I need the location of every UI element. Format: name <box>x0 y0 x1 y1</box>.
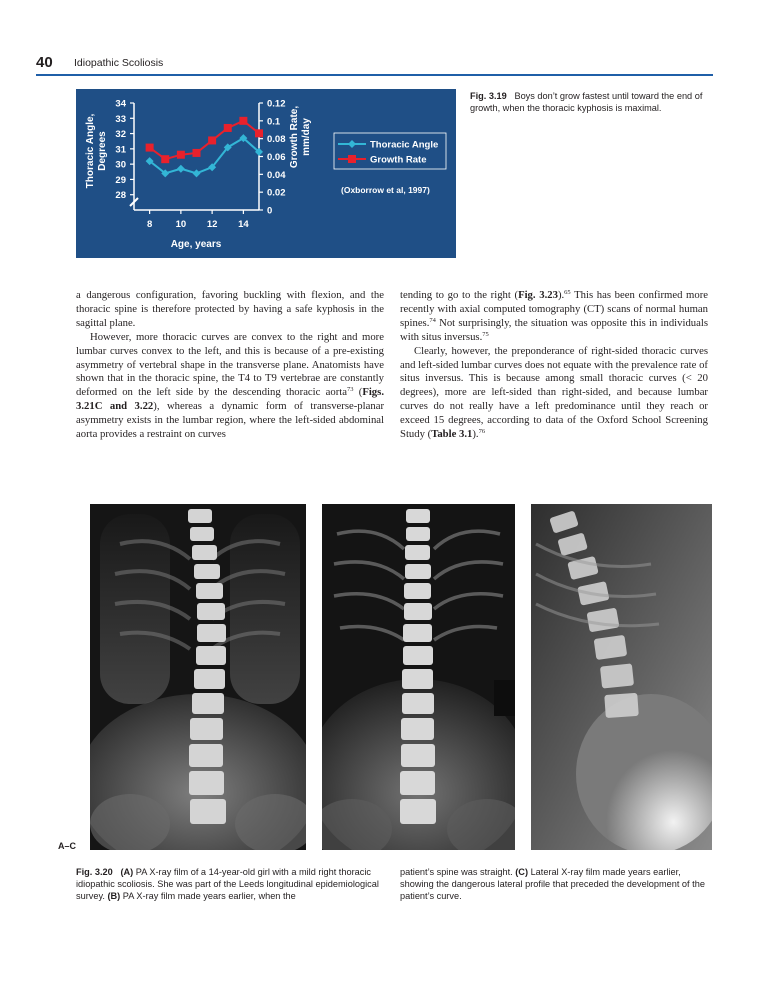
reference: 75 <box>482 330 489 338</box>
y-tick-label-right: 0.06 <box>267 152 286 163</box>
y-tick-label-right: 0.02 <box>267 187 286 199</box>
y-tick-label-right: 0.08 <box>267 134 286 146</box>
paragraph: tending to go to the right (Fig. 3.23).$^{65}$ This has been confirmed more recently with axial computed tomography (CT) scans of normal human spines.$^{74}$ Not surprisingly, the situation was opposite this in individuals with situs inversus.$^{75}$ <box>400 289 709 343</box>
data-point-thoracic-angle <box>177 165 185 173</box>
data-point-growth-rate <box>255 129 263 137</box>
y-tick-label-left: 29 <box>115 174 126 186</box>
x-tick-label: 10 <box>175 219 187 230</box>
data-point-growth-rate <box>224 124 232 132</box>
legend-label: Thoracic Angle <box>370 139 439 151</box>
figure-3-19-text: Boys don’t grow fastest until toward the end of growth, when the thoracic kyphosis is maximal. <box>470 91 703 113</box>
y-axis-label-right: Growth Rate,mm/day <box>289 105 312 169</box>
x-tick-label: 8 <box>146 219 153 230</box>
table-reference: Table 3.1 <box>431 428 473 441</box>
legend-marker-growth-rate <box>348 155 356 163</box>
x-tick-label: 14 <box>238 219 249 230</box>
y-axis-label-left: Thoracic Angle,Degrees <box>85 113 108 189</box>
paragraph: However, more thoracic curves are convex to the right and more lumbar curves convex to the left, and this is because of a pre-existing asymmetry of vertebral shape in the transverse plane. Anatomists have shown that in the thoracic spine, the T4 to T9 vertebrae are constantly deformed on the left side by the descending thoracic aorta$^{73}$ (Figs. 3.21C and 3.22), whereas a dynamic form of transverse-planar asymmetry exists in the lumbar region, where the left-sided abdominal aorta provides a restraint on curves <box>76 330 384 441</box>
xray-image-a <box>90 504 306 850</box>
y-tick-label-right: 0.1 <box>267 116 281 128</box>
y-tick-label-left: 32 <box>115 129 126 141</box>
figure-3-20-label: Fig. 3.20 <box>76 867 113 877</box>
y-tick-label-left: 31 <box>115 144 126 156</box>
y-tick-label-left: 34 <box>115 98 126 110</box>
y-tick-label-left: 28 <box>115 190 126 202</box>
figure-panel-label: A–C <box>58 841 77 851</box>
body-column-left <box>76 289 384 442</box>
reference: 74 <box>429 316 436 324</box>
data-point-growth-rate <box>161 155 169 163</box>
header-rule <box>36 74 713 76</box>
figure-3-19-label: Fig. 3.19 <box>470 91 507 101</box>
page-number: 40 <box>36 54 53 71</box>
reference: 65 <box>564 289 571 296</box>
body-column-right <box>400 289 708 442</box>
figure-3-20-caption-continued: patient’s spine was straight. (C) Lateral X-ray film made years earlier, showing the dangerous lateral profile that preceded the development of the patient’s curve. <box>400 867 705 901</box>
paragraph: a dangerous configuration, favoring buckling with flexion, and the thoracic spine is therefore protected by having a safe kyphosis in the sagittal plane. <box>76 289 384 329</box>
data-point-growth-rate <box>146 144 154 152</box>
y-tick-label-left: 30 <box>115 159 126 171</box>
figure-3-20-caption: Fig. 3.20 (A) PA X-ray film of a 14-year-old girl with a mild right thoracic idiopathic scoliosis. She was part of the Leeds longitudinal epidemiological survey. (B) PA X-ray film made years earlier, when the <box>76 867 379 901</box>
figure-3-19-chart <box>76 89 456 258</box>
paragraph: Clearly, however, the preponderance of right-sided thoracic curves and left-sided lumbar curves does not equate with the prevalence rate of situs inversus. This is because among small thoracic curves (< 20 degrees), more are left-sided than right-sided, and because lumbar curves do not really have a left predominance until they reach or exceed 15 degrees, according to data of the Oxford School Screening Study (Table 3.1).$^{76}$ <box>400 344 708 441</box>
y-tick-label-right: 0 <box>267 205 273 217</box>
data-point-growth-rate <box>177 151 185 159</box>
x-tick-label: 12 <box>206 219 218 230</box>
xray-image-c <box>531 504 712 850</box>
data-point-growth-rate <box>193 149 201 157</box>
data-point-thoracic-angle <box>193 169 201 177</box>
reference: 76 <box>478 428 486 436</box>
data-point-growth-rate <box>239 117 247 125</box>
chart-svg <box>76 89 456 258</box>
figure-reference: Figs. 3.21C and 3.22 <box>76 386 384 413</box>
y-tick-label-right: 0.12 <box>267 98 286 110</box>
running-title: Idiopathic Scoliosis <box>74 57 164 69</box>
xray-image-b <box>322 504 515 850</box>
data-point-growth-rate <box>208 136 216 144</box>
page-header <box>36 54 713 76</box>
figure-3-19-caption <box>470 90 714 114</box>
x-axis-label: Age, years <box>170 239 222 250</box>
source-note: (Oxborrow et al, 1997) <box>341 185 430 195</box>
y-tick-label-right: 0.04 <box>267 169 286 181</box>
legend-label: Growth Rate <box>370 154 427 166</box>
figure-reference: Fig. 3.23 <box>518 289 558 301</box>
y-tick-label-left: 33 <box>115 113 126 125</box>
reference: 73 <box>347 386 354 394</box>
